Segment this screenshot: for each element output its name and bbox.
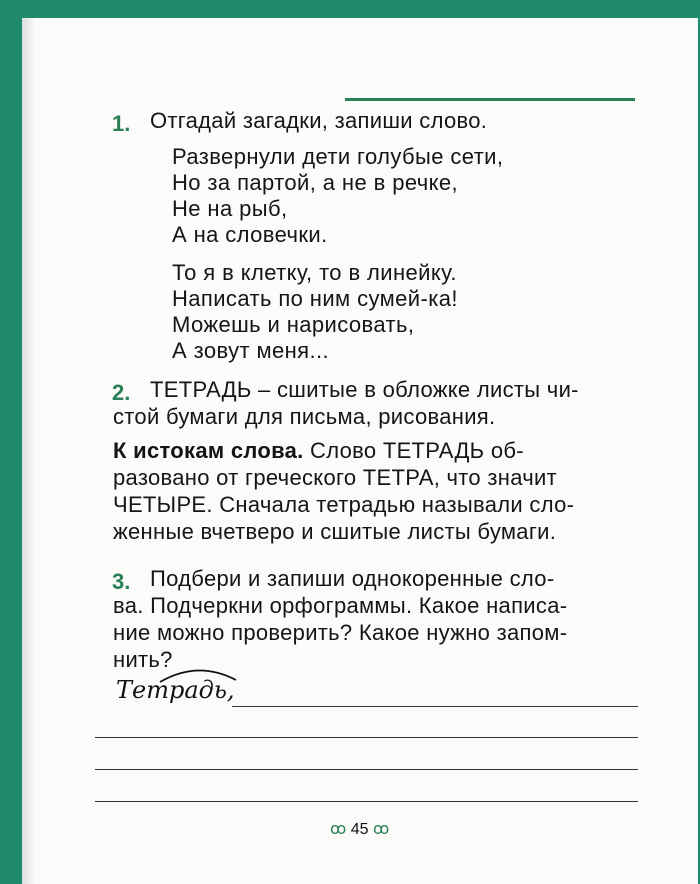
- riddle-1-line: Не на рыб,: [172, 196, 288, 221]
- riddle-2-line: Написать по ним сумей-ка!: [172, 286, 458, 311]
- task3-line: нить?: [113, 647, 173, 672]
- writing-line-2[interactable]: [95, 737, 638, 738]
- origin-line: ЧЕТЫРЕ. Сначала тетрадью называли сло-: [113, 492, 575, 517]
- top-answer-line: [345, 98, 635, 101]
- ornament-left-icon: ꝏ: [330, 821, 347, 838]
- task2-line: ТЕТРАДЬ – сшитые в обложке листы чи-: [150, 377, 579, 402]
- task3-number: 3.: [112, 569, 131, 594]
- handwritten-example: Тетрадь,: [116, 676, 235, 704]
- page-number: 45: [350, 821, 369, 838]
- riddle-2: [172, 260, 458, 364]
- riddle-1: [172, 144, 503, 248]
- task3-line: ние можно проверить? Какое нужно запом-: [113, 620, 568, 645]
- origin-line: женные вчетверо и сшитые листы бумаги.: [113, 519, 557, 544]
- task1-number: 1.: [112, 111, 131, 136]
- task3-line: ва. Подчеркни орфограммы. Какое написа-: [113, 593, 568, 618]
- origin-heading: К истокам слова.: [113, 438, 304, 463]
- writing-line-3[interactable]: [95, 769, 638, 770]
- origin-line-1: [113, 438, 524, 464]
- riddle-2-line: Можешь и нарисовать,: [172, 312, 415, 337]
- task2-number: 2.: [112, 380, 131, 405]
- riddle-2-line: А зовут меня...: [172, 338, 330, 363]
- page-spine-shadow: [22, 18, 36, 884]
- ornament-right-icon: ꝏ: [373, 821, 390, 838]
- riddle-1-line: А на словечки.: [172, 222, 328, 247]
- task3-line: Подбери и запиши однокоренные сло-: [150, 566, 555, 591]
- riddle-2-line: То я в клетку, то в линейку.: [172, 260, 457, 285]
- page-footer: [330, 819, 389, 839]
- origin-line: разовано от греческого ТЕТРА, что значит: [113, 465, 557, 490]
- writing-line-1[interactable]: [232, 706, 638, 707]
- riddle-1-line: Но за партой, а не в речке,: [172, 170, 459, 195]
- writing-line-4[interactable]: [95, 801, 638, 802]
- riddle-1-line: Развернули дети голубые сети,: [172, 144, 504, 169]
- origin-text: Слово ТЕТРАДЬ об-: [310, 438, 524, 463]
- task2-line: стой бумаги для письма, рисования.: [113, 404, 496, 429]
- task1-instruction: Отгадай загадки, запиши слово.: [150, 108, 488, 133]
